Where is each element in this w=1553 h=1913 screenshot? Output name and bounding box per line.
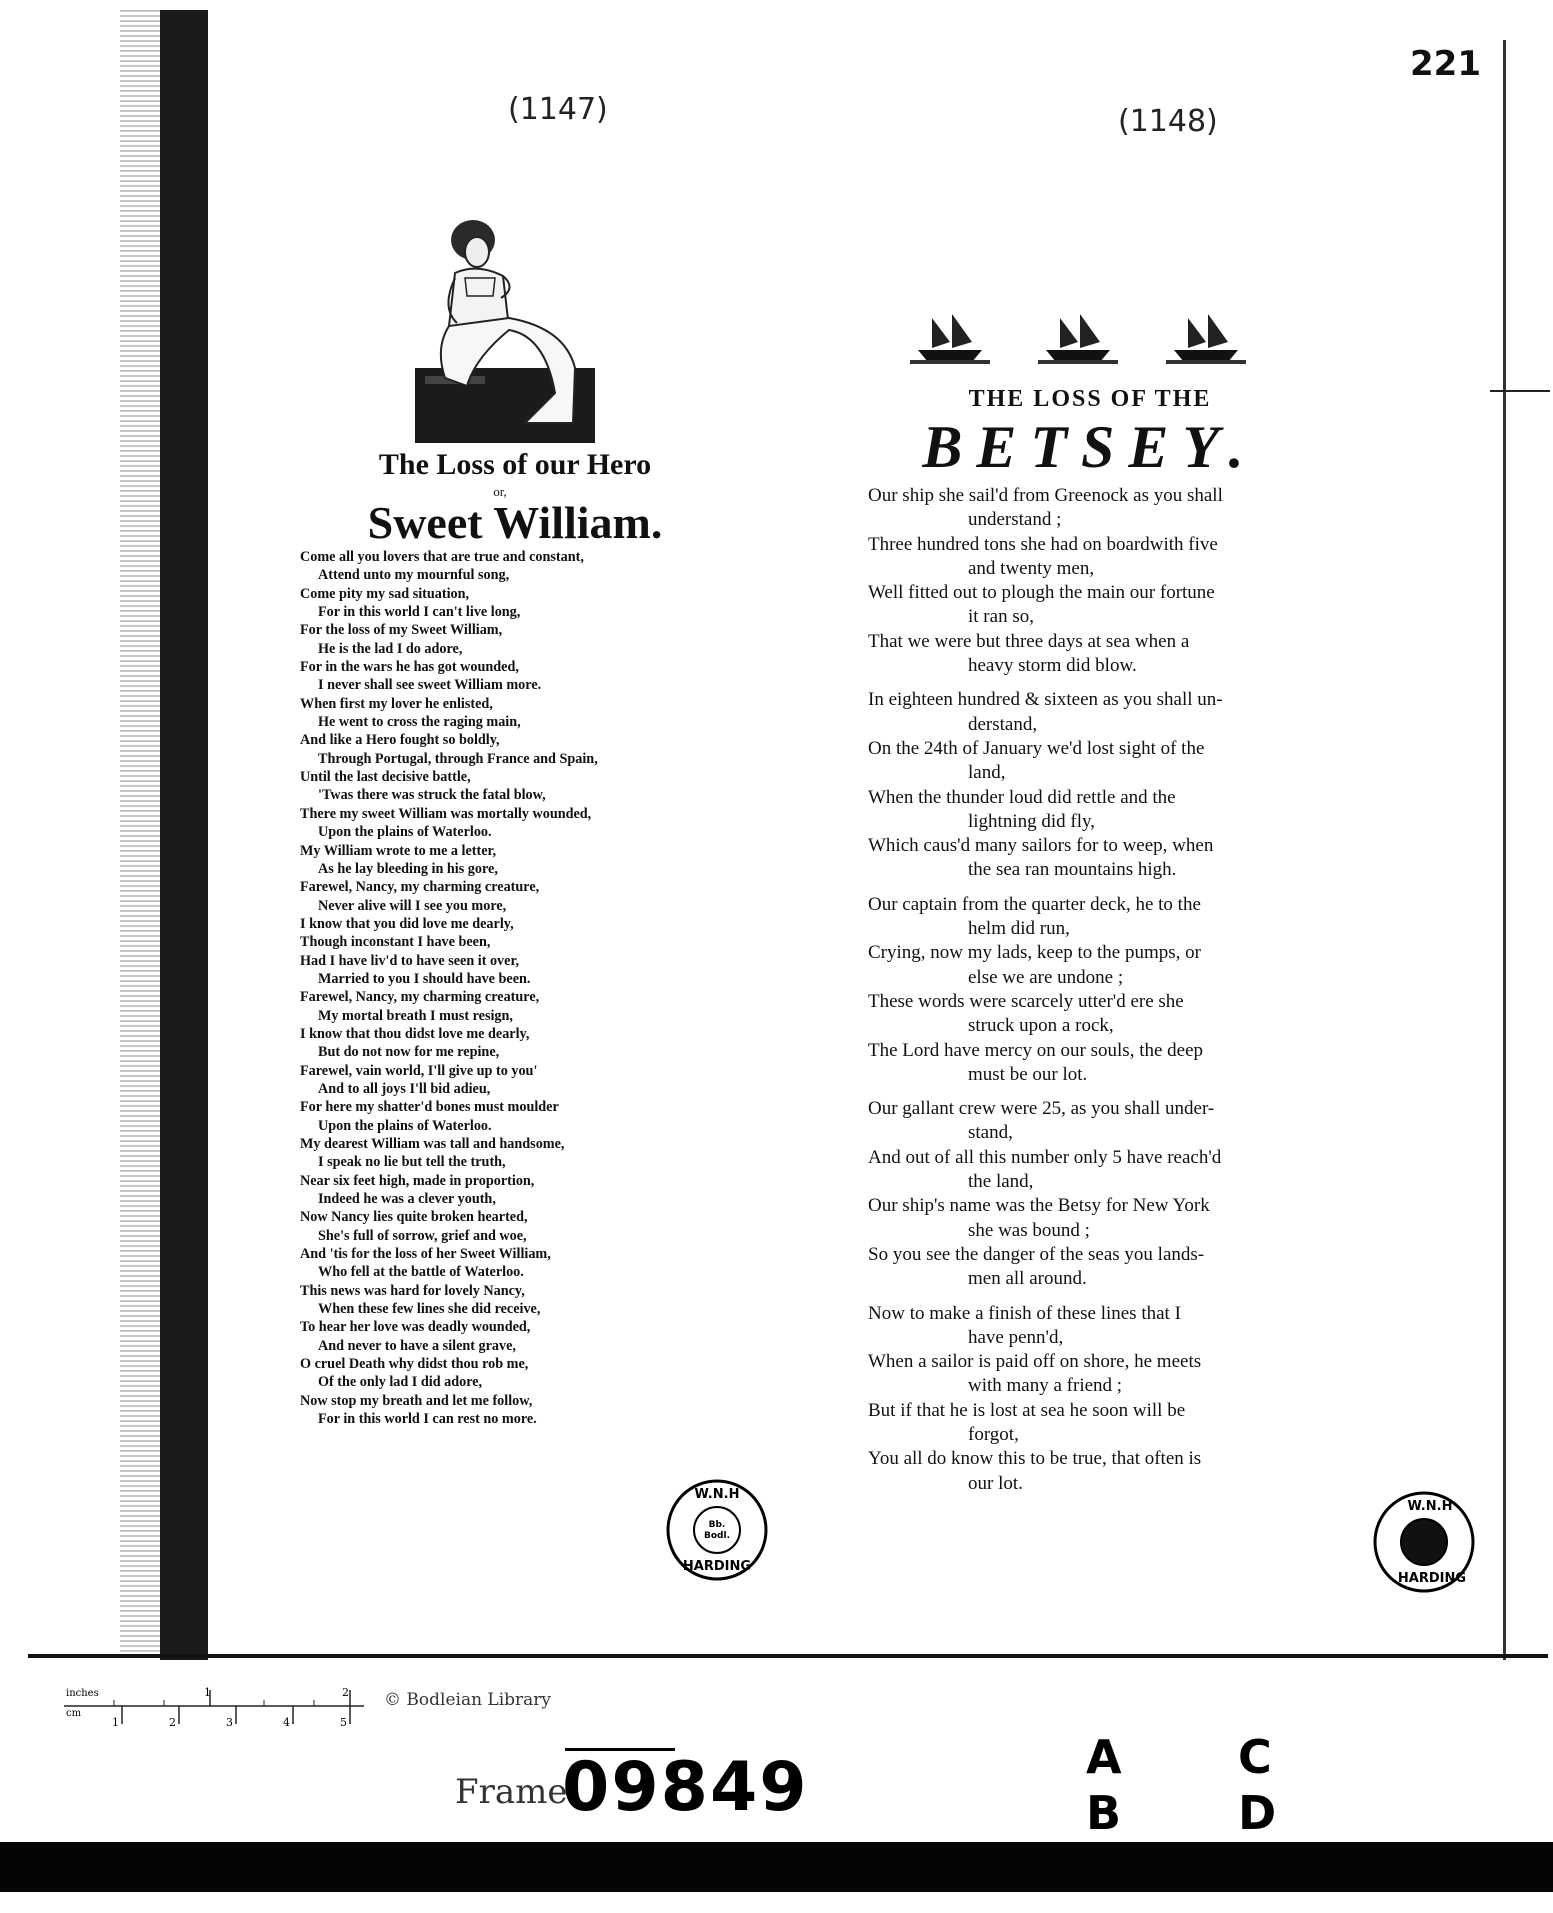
verse-line: There my sweet William was mortally wounded,: [300, 805, 592, 822]
verse-line: struck upon a rock,: [968, 1015, 1114, 1037]
verse-line: Now Nancy lies quite broken hearted,: [300, 1209, 528, 1226]
harding-library-stamp: [665, 1478, 769, 1582]
verse-line: For here my shatter'd bones must moulder: [300, 1099, 559, 1116]
verse-line: She's full of sorrow, grief and woe,: [318, 1227, 527, 1244]
verse-line: In eighteen hundred & sixteen as you shall un-: [868, 689, 1223, 711]
verse-line: Now stop my breath and let me follow,: [300, 1392, 533, 1409]
verse-line: O cruel Death why didst thou rob me,: [300, 1356, 529, 1373]
verse-line: Of the only lad I did adore,: [318, 1374, 483, 1391]
harding-library-stamp: [1372, 1490, 1476, 1594]
verse-line: On the 24th of January we'd lost sight of the: [868, 737, 1205, 759]
verse-line: the land,: [968, 1171, 1034, 1193]
verse-line: Well fitted out to plough the main our fortune: [868, 582, 1215, 604]
frame-label: Frame:: [455, 1772, 579, 1812]
stanza: [868, 893, 1304, 1087]
verse-line: For the loss of my Sweet William,: [300, 622, 503, 639]
verse-line: Which caus'd many sailors for to weep, when: [868, 835, 1214, 857]
verse-line: heavy storm did blow.: [968, 655, 1137, 677]
folio-right: (1148): [1118, 104, 1218, 139]
verse-line: For in this world I can't live long,: [318, 604, 521, 621]
ruler-cm-tick-3: 3: [226, 1716, 233, 1729]
verse-line: And 'tis for the loss of her Sweet William,: [300, 1246, 551, 1263]
verse-line: else we are undone ;: [968, 966, 1124, 988]
verse-line: she was bound ;: [968, 1219, 1090, 1241]
verse-line: Attend unto my mournful song,: [318, 567, 510, 584]
verse-line: our lot.: [968, 1472, 1023, 1494]
verse-line: Upon the plains of Waterloo.: [318, 824, 492, 841]
verse-line: For in the wars he has got wounded,: [300, 659, 519, 676]
verse-line: And to all joys I'll bid adieu,: [318, 1080, 491, 1097]
scale-ruler: [64, 1682, 364, 1732]
ruler-inches-label: inches: [66, 1688, 99, 1699]
verse-line: Near six feet high, made in proportion,: [300, 1172, 535, 1189]
verse-line: Indeed he was a clever youth,: [318, 1191, 496, 1208]
ship-icon: [1038, 314, 1118, 364]
frame-letter-c: C: [1238, 1730, 1272, 1784]
verse-line: And out of all this number only 5 have reach'd: [868, 1146, 1222, 1168]
frame-number: 09849: [562, 1748, 809, 1827]
page-bottom-rule: [28, 1654, 1548, 1658]
stanza: [868, 1097, 1304, 1291]
frame-letter-b: B: [1086, 1786, 1122, 1840]
left-ballad-title: The Loss of our Hero: [378, 448, 652, 481]
ruler-cm-tick-2: 2: [169, 1716, 176, 1729]
verse-line: When the thunder loud did rettle and the: [868, 786, 1176, 808]
verse-line: must be our lot.: [968, 1063, 1088, 1085]
verse-line: And like a Hero fought so boldly,: [300, 732, 500, 749]
ship-icon: [1166, 314, 1246, 364]
verse-line: Upon the plains of Waterloo.: [318, 1117, 492, 1134]
verse-line: When a sailor is paid off on shore, he meets: [868, 1351, 1202, 1373]
left-ballad-or: or,: [493, 484, 507, 499]
verse-line: I never shall see sweet William more.: [318, 677, 542, 694]
verse-line: it ran so,: [968, 606, 1034, 628]
verse-line: But if that he is lost at sea he soon will be: [868, 1399, 1186, 1421]
left-ballad-verse: [300, 548, 680, 1429]
verse-line: forgot,: [968, 1423, 1019, 1445]
verse-line: lightning did fly,: [968, 810, 1096, 832]
verse-line: For in this world I can rest no more.: [318, 1411, 537, 1428]
verse-line: But do not now for me repine,: [318, 1044, 500, 1061]
verse-line: understand ;: [968, 509, 1062, 531]
stamp-bottom-text: HARDING: [682, 1559, 752, 1574]
verse-line: The Lord have mercy on our souls, the deep: [868, 1039, 1204, 1061]
verse-line: have penn'd,: [968, 1326, 1064, 1348]
verse-line: land,: [968, 762, 1006, 784]
verse-line: These words were scarcely utter'd ere she: [868, 990, 1184, 1012]
verse-line: Married to you I should have been.: [318, 970, 531, 987]
ruler-cm-tick-4: 4: [283, 1716, 290, 1729]
verse-line: Crying, now my lads, keep to the pumps, or: [868, 942, 1201, 964]
verse-line: You all do know this to be true, that often is: [868, 1448, 1202, 1470]
ship-icon: [910, 314, 990, 364]
library-copyright: © Bodleian Library: [384, 1690, 552, 1710]
verse-line: Never alive will I see you more,: [318, 897, 507, 914]
verse-line: derstand,: [968, 713, 1038, 735]
verse-line: Had I have liv'd to have seen it over,: [300, 952, 519, 969]
verse-line: men all around.: [968, 1268, 1087, 1290]
verse-line: with many a friend ;: [968, 1375, 1123, 1397]
page-edge-mark: [1490, 390, 1550, 392]
verse-line: My William wrote to me a letter,: [300, 842, 497, 859]
verse-line: Farewel, Nancy, my charming creature,: [300, 989, 540, 1006]
page-edge-right: [1503, 40, 1506, 1660]
verse-line: Farewel, vain world, I'll give up to you': [300, 1062, 538, 1079]
right-ballad-title: THE LOSS OF THE: [968, 386, 1212, 412]
stanza: [868, 484, 1304, 678]
binding-gutter: [160, 10, 208, 1660]
stanza: [868, 688, 1304, 882]
left-ballad-subtitle: Sweet William.: [367, 497, 663, 548]
verse-line: Three hundred tons she had on boardwith five: [868, 533, 1218, 555]
stamp-bottom-text: HARDING: [1397, 1571, 1467, 1586]
verse-line: stand,: [968, 1122, 1013, 1144]
right-ballad-subtitle: BETSEY.: [922, 414, 1258, 480]
verse-line: And never to have a silent grave,: [318, 1337, 516, 1354]
stamp-top-text: W.N.H: [1407, 1499, 1453, 1514]
stanza: [868, 1302, 1304, 1496]
verse-line: Come pity my sad situation,: [300, 585, 470, 602]
verse-line: As he lay bleeding in his gore,: [318, 860, 498, 877]
verse-line: Now to make a finish of these lines that I: [868, 1302, 1181, 1324]
stamp-top-text: W.N.H: [694, 1487, 740, 1502]
verse-line: So you see the danger of the seas you lands-: [868, 1243, 1205, 1265]
verse-line: Who fell at the battle of Waterloo.: [318, 1264, 524, 1281]
verse-line: Our ship's name was the Betsy for New York: [868, 1195, 1210, 1217]
ruler-cm-tick-5: 5: [340, 1716, 347, 1729]
ships-woodcut-image: [910, 312, 1250, 368]
folio-left: (1147): [508, 92, 608, 127]
verse-line: Until the last decisive battle,: [300, 769, 471, 786]
verse-line: My mortal breath I must resign,: [318, 1007, 513, 1024]
bottom-black-bar: [0, 1842, 1553, 1892]
verse-line: Farewel, Nancy, my charming creature,: [300, 879, 540, 896]
verse-line: When first my lover he enlisted,: [300, 695, 493, 712]
stamp-ring-icon: [1372, 1490, 1476, 1594]
right-ballad-verse: [868, 484, 1304, 1506]
verse-line: To hear her love was deadly wounded,: [300, 1319, 531, 1336]
ruler-cm-tick-1: 1: [112, 1716, 119, 1729]
verse-line: When these few lines she did receive,: [318, 1301, 541, 1318]
verse-line: helm did run,: [968, 918, 1070, 940]
stamp-center-line2: Bodl.: [704, 1531, 730, 1541]
verse-line: I know that thou didst love me dearly,: [300, 1025, 530, 1042]
verse-line: Our captain from the quarter deck, he to the: [868, 893, 1201, 915]
ruler-inch-tick-1: 1: [204, 1686, 211, 1699]
verse-line: I speak no lie but tell the truth,: [318, 1154, 506, 1171]
verse-line: That we were but three days at sea when a: [868, 630, 1190, 652]
stamp-center-line1: Bb.: [708, 1520, 726, 1530]
ruler-inch-tick-2: 2: [342, 1686, 349, 1699]
verse-line: Though inconstant I have been,: [300, 934, 491, 951]
verse-line: Our ship she sail'd from Greenock as you shall: [868, 485, 1223, 506]
seated-woman-woodcut-image: [405, 218, 605, 443]
verse-line: This news was hard for lovely Nancy,: [300, 1282, 525, 1299]
stamp-ring-icon: [665, 1478, 769, 1582]
verse-line: Our gallant crew were 25, as you shall under-: [868, 1098, 1215, 1120]
verse-line: and twenty men,: [968, 557, 1095, 579]
frame-letter-d: D: [1238, 1786, 1277, 1840]
page-number: 221: [1410, 44, 1481, 84]
verse-line: the sea ran mountains high.: [968, 859, 1177, 881]
verse-line: Through Portugal, through France and Spain,: [318, 750, 598, 767]
binding-shadow: [120, 10, 164, 1660]
verse-line: My dearest William was tall and handsome,: [300, 1136, 565, 1152]
verse-line: 'Twas there was struck the fatal blow,: [318, 787, 546, 804]
verse-line: Come all you lovers that are true and constant,: [300, 549, 584, 565]
verse-line: He is the lad I do adore,: [318, 640, 463, 657]
frame-letter-a: A: [1086, 1730, 1122, 1784]
verse-line: He went to cross the raging main,: [318, 714, 521, 731]
verse-line: I know that you did love me dearly,: [300, 915, 514, 932]
ruler-cm-label: cm: [66, 1708, 82, 1719]
